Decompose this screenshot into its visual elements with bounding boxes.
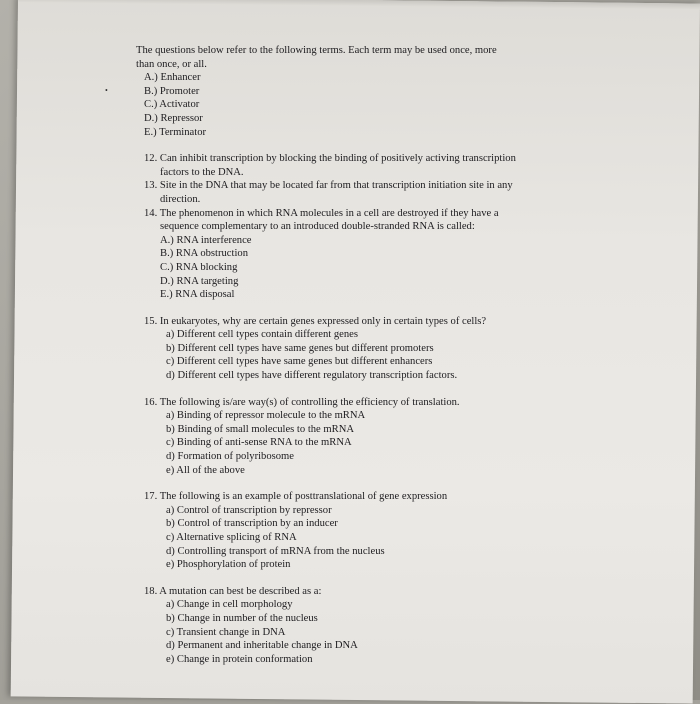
intro-section xyxy=(136,44,616,139)
term-item: A.) Enhancer xyxy=(144,72,201,84)
answer-option: e) Phosphorylation of protein xyxy=(166,559,291,571)
question-18 xyxy=(136,585,616,667)
answer-option: b) Control of transcription by an inducer xyxy=(166,518,338,530)
question-text: 15. In eukaryotes, why are certain genes expressed only in certain types of cells? xyxy=(144,315,487,327)
question-17 xyxy=(136,490,616,572)
term-item: E.) Terminator xyxy=(144,126,207,138)
answer-option: A.) RNA interference xyxy=(160,234,252,246)
question-13 xyxy=(136,179,616,206)
question-text: 14. The phenomenon in which RNA molecules in a cell are destroyed if they have a xyxy=(144,207,499,219)
term-item: B.) Promoter xyxy=(144,85,200,97)
answer-option: B.) RNA obstruction xyxy=(160,248,248,260)
answer-option: d) Formation of polyribosome xyxy=(166,451,294,463)
answer-option: a) Binding of repressor molecule to the mRNA xyxy=(166,410,366,422)
answer-option: e) Change in protein conformation xyxy=(166,653,313,665)
question-12 xyxy=(136,152,616,179)
question-text: 13. Site in the DNA that may be located far from that transcription initiation site in any xyxy=(144,180,513,192)
answer-option: d) Controlling transport of mRNA from the nucleus xyxy=(166,545,385,557)
question-14 xyxy=(136,207,616,302)
answer-option: d) Different cell types have different regulatory transcription factors. xyxy=(166,370,458,382)
question-text-cont: factors to the DNA. xyxy=(160,166,244,178)
answer-option: b) Binding of small molecules to the mRNA xyxy=(166,423,355,435)
question-text: 16. The following is/are way(s) of controlling the efficiency of translation. xyxy=(144,396,460,408)
pencil-mark: • xyxy=(105,86,108,95)
answer-option: E.) RNA disposal xyxy=(160,289,235,301)
answer-option: c) Different cell types have same genes but different enhancers xyxy=(166,356,433,368)
question-15 xyxy=(136,315,616,383)
answer-option: a) Different cell types contain different genes xyxy=(166,329,358,341)
answer-option: a) Change in cell morphology xyxy=(166,599,293,611)
intro-line-1: The questions below refer to the following terms. Each term may be used once, more xyxy=(136,45,497,56)
answer-option: b) Different cell types have same genes but different promoters xyxy=(166,342,434,354)
question-text: 18. A mutation can best be described as a: xyxy=(144,585,322,597)
answer-option: e) All of the above xyxy=(166,464,245,476)
answer-option: b) Change in number of the nucleus xyxy=(166,612,318,624)
answer-option: C.) RNA blocking xyxy=(160,261,238,273)
intro-line-2: than once, or all. xyxy=(136,58,207,70)
term-item: C.) Activator xyxy=(144,99,200,111)
answer-option: D.) RNA targeting xyxy=(160,275,239,287)
answer-option: c) Transient change in DNA xyxy=(166,626,286,638)
answer-option: c) Binding of anti-sense RNA to the mRNA xyxy=(166,437,352,449)
question-16 xyxy=(136,396,616,478)
term-item: D.) Repressor xyxy=(144,112,203,124)
worksheet-content xyxy=(105,44,616,666)
question-text-cont: sequence complementary to an introduced double-stranded RNA is called: xyxy=(160,221,475,233)
answer-option: c) Alternative splicing of RNA xyxy=(166,532,297,543)
answer-option: a) Control of transcription by repressor xyxy=(166,504,332,516)
question-text-cont: direction. xyxy=(160,193,201,205)
question-text: 12. Can inhibit transcription by blocking the binding of positively activing transcription xyxy=(144,153,516,165)
answer-option: d) Permanent and inheritable change in DNA xyxy=(166,640,358,652)
question-text: 17. The following is an example of posttranslational of gene expression xyxy=(144,491,448,503)
